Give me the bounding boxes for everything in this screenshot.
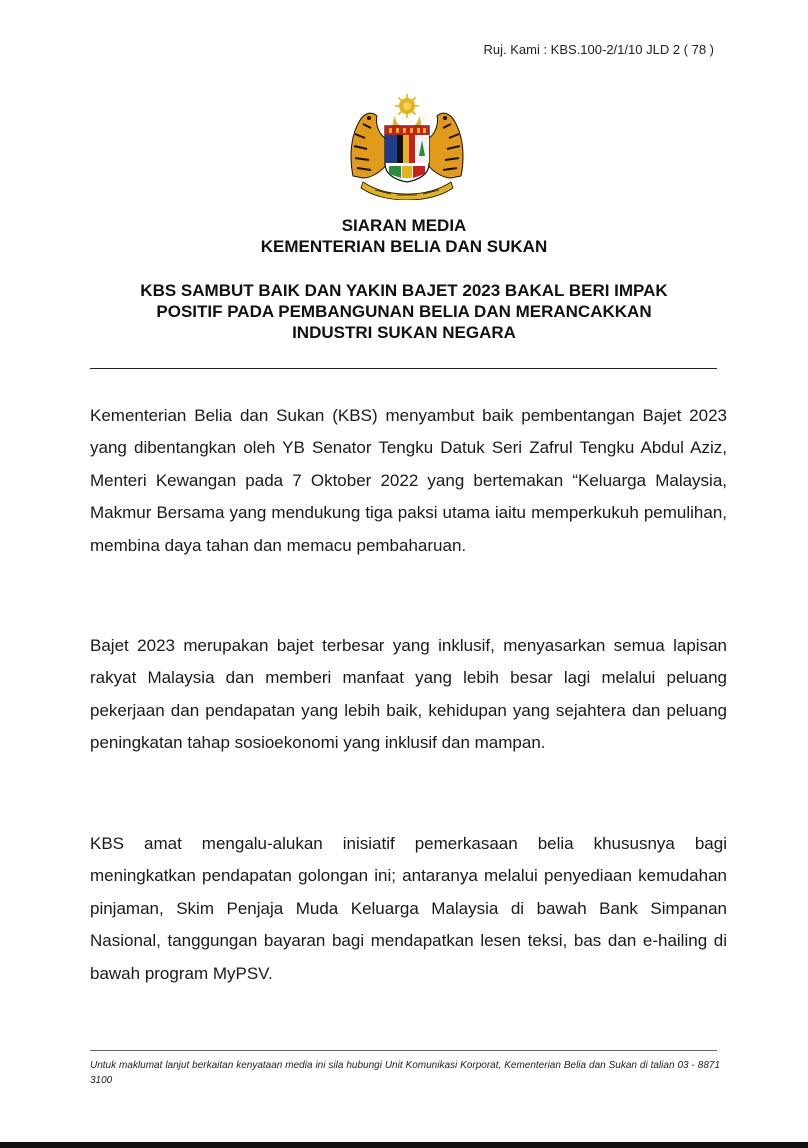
- coat-of-arms: [345, 94, 469, 200]
- footer-divider: [90, 1050, 717, 1051]
- body-paragraph-3: KBS amat mengalu-alukan inisiatif pemerkasaan belia khususnya bagi meningkatkan pendapatan golongan ini; antaranya melalui penyediaan kemudahan pinjaman, Skim Penjaja Muda Keluarga Malaysia di bawah Bank Simpanan Nasional, tanggungan bayaran bagi mendapatkan lesen teksi, bas dan e-hailing di bawah program MyPSV.: [90, 834, 727, 983]
- press-header-line-1: SIARAN MEDIA: [341, 216, 467, 235]
- footer-note: Untuk maklumat lanjut berkaitan kenyataan media ini sila hubungi Unit Komunikasi Korporat, Kementerian Belia dan Sukan di talian 03 - 8871 3100: [90, 1060, 720, 1086]
- reference-number: Ruj. Kami : KBS.100-2/1/10 JLD 2 ( 78 ): [483, 42, 714, 57]
- press-header-line-2: KEMENTERIAN BELIA DAN SUKAN: [260, 237, 548, 256]
- headline-line-2: POSITIF PADA PEMBANGUNAN BELIA DAN MERANCAKKAN: [156, 302, 652, 321]
- headline-line-3: INDUSTRI SUKAN NEGARA: [292, 323, 516, 342]
- page-bottom-edge: [0, 1142, 808, 1148]
- body-paragraph-2: Bajet 2023 merupakan bajet terbesar yang inklusif, menyasarkan semua lapisan rakyat Malaysia dan memberi manfaat yang lebih besar lagi melalui peluang pekerjaan dan pendapatan yang lebih baik, kehidupan yang sejahtera dan peluang peningkatan tahap sosioekonomi yang inklusif dan mampan.: [90, 636, 727, 753]
- headline-divider: [90, 368, 717, 369]
- malaysia-coat-of-arms-icon: [345, 94, 469, 200]
- body-paragraph-1: Kementerian Belia dan Sukan (KBS) menyambut baik pembentangan Bajet 2023 yang dibentangkan oleh YB Senator Tengku Datuk Seri Zafrul Tengku Abdul Aziz, Menteri Kewangan pada 7 Oktober 2022 yang bertemakan “Keluarga Malaysia, Makmur Bersama yang mendukung tiga paksi utama iaitu memperkukuh pemulihan, membina daya tahan dan memacu pembaharuan.: [90, 406, 727, 555]
- headline-line-1: KBS SAMBUT BAIK DAN YAKIN BAJET 2023 BAKAL BERI IMPAK: [140, 281, 668, 300]
- headline: [0, 280, 808, 343]
- press-header: [0, 215, 808, 257]
